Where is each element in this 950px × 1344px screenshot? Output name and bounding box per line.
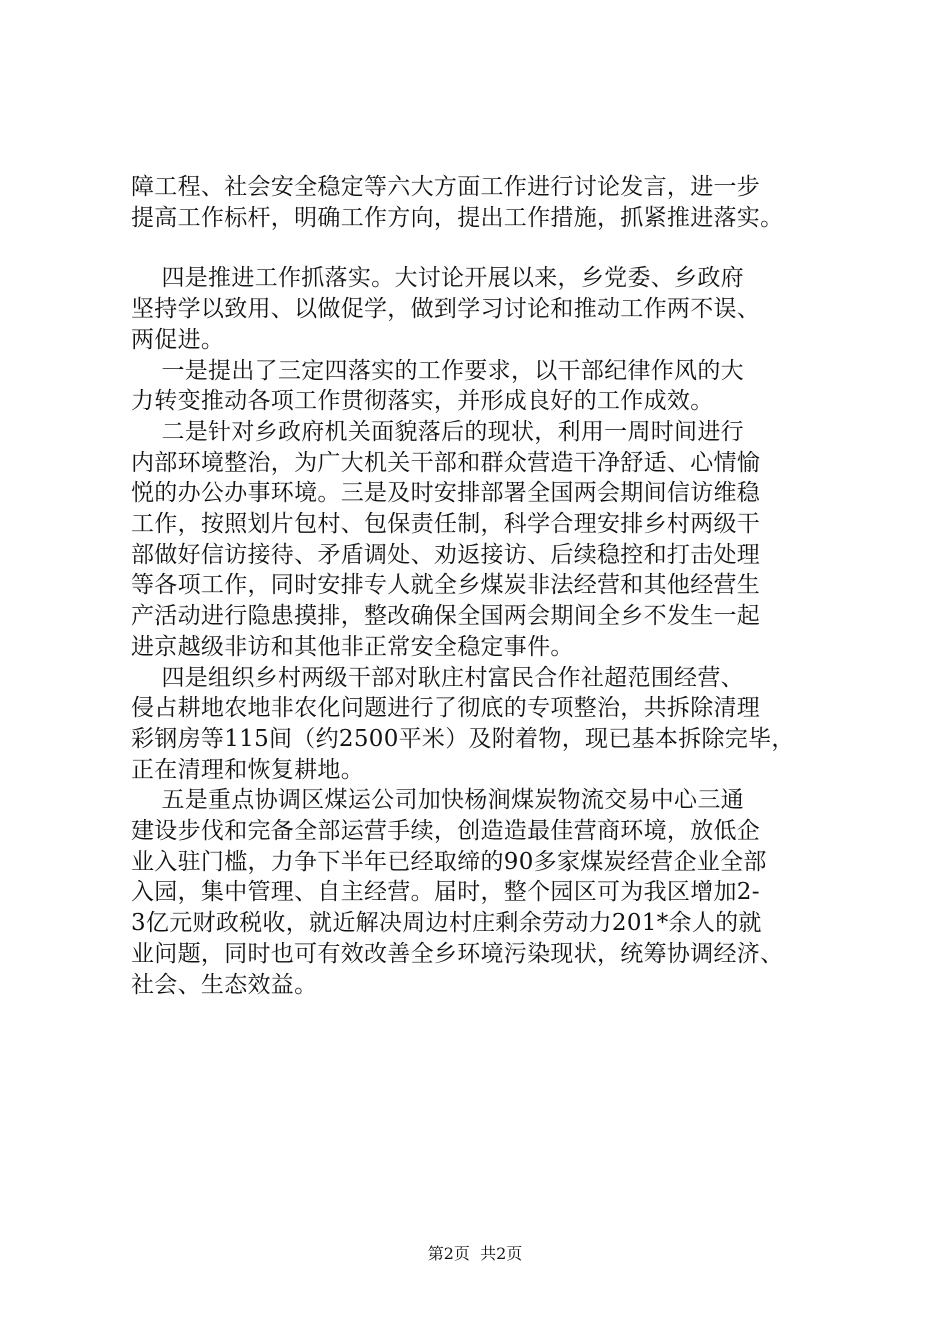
text-line: 障工程、社会安全稳定等六大方面工作进行讨论发言，进一步 bbox=[131, 174, 761, 200]
paragraph-continued bbox=[131, 172, 831, 233]
text-line: 四是推进工作抓落实。大讨论开展以来，乡党委、乡政府 bbox=[131, 265, 744, 292]
text-line: 业问题，同时也可有效改善全乡环境污染现状，统筹协调经济、 bbox=[131, 940, 784, 967]
text-line: 力转变推动各项工作贯彻落实，并形成良好的工作成效。 bbox=[131, 388, 714, 415]
paragraph-sub-2-3 bbox=[131, 417, 831, 663]
text-line: 五是重点协调区煤运公司加快杨涧煤炭物流交易中心三通 bbox=[131, 787, 744, 814]
document-body bbox=[131, 172, 831, 1000]
text-line: 建设步伐和完备全部运营手续，创造造最佳营商环境，放低企 bbox=[131, 818, 761, 845]
text-line: 入园，集中管理、自主经营。届时，整个园区可为我区增加2- bbox=[131, 879, 760, 906]
text-line: 两促进。 bbox=[131, 326, 225, 353]
text-line: 进京越级非访和其他非正常安全稳定事件。 bbox=[131, 633, 574, 660]
text-line: 社会、生态效益。 bbox=[131, 971, 318, 998]
text-line: 一是提出了三定四落实的工作要求，以干部纪律作风的大 bbox=[131, 357, 744, 384]
text-line: 正在清理和恢复耕地。 bbox=[131, 756, 364, 783]
text-line: 内部环境整治，为广大机关干部和群众营造干净舒适、心情愉 bbox=[131, 449, 761, 476]
paragraph-4-implementation bbox=[131, 263, 831, 355]
text-line: 二是针对乡政府机关面貌落后的现状，利用一周时间进行 bbox=[131, 418, 744, 445]
text-line: 四是组织乡村两级干部对耿庄村富民合作社超范围经营、 bbox=[131, 664, 744, 691]
text-line: 等各项工作，同时安排专人就全乡煤炭非法经营和其他经营生 bbox=[131, 572, 761, 599]
text-line: 部做好信访接待、矛盾调处、劝返接访、后续稳控和打击处理 bbox=[131, 541, 761, 568]
text-line: 3亿元财政税收，就近解决周边村庄剩余劳动力201*余人的就 bbox=[131, 910, 762, 937]
paragraph-sub-5 bbox=[131, 785, 831, 1000]
paragraph-sub-4 bbox=[131, 663, 831, 786]
text-line: 业入驻门槛，力争下半年已经取缔的90多家煤炭经营企业全部 bbox=[131, 848, 767, 875]
text-line: 坚持学以致用、以做促学，做到学习讨论和推动工作两不误、 bbox=[131, 296, 761, 323]
text-line: 彩钢房等115间（约2500平米）及附着物，现已基本拆除完毕， bbox=[131, 725, 795, 752]
paragraph-sub-1 bbox=[131, 356, 831, 417]
paragraph-spacer bbox=[131, 233, 831, 263]
text-line: 产活动进行隐患摸排，整改确保全国两会期间全乡不发生一起 bbox=[131, 603, 761, 630]
text-line: 提高工作标杆，明确工作方向，提出工作措施，抓紧推进落实。 bbox=[131, 204, 784, 231]
text-line: 侵占耕地农地非农化问题进行了彻底的专项整治，共拆除清理 bbox=[131, 695, 761, 722]
text-line: 工作，按照划片包村、包保责任制，科学合理安排乡村两级干 bbox=[131, 511, 761, 538]
page-footer: 第2页 共2页 bbox=[427, 1244, 523, 1263]
text-line: 悦的办公办事环境。三是及时安排部署全国两会期间信访维稳 bbox=[131, 480, 761, 507]
